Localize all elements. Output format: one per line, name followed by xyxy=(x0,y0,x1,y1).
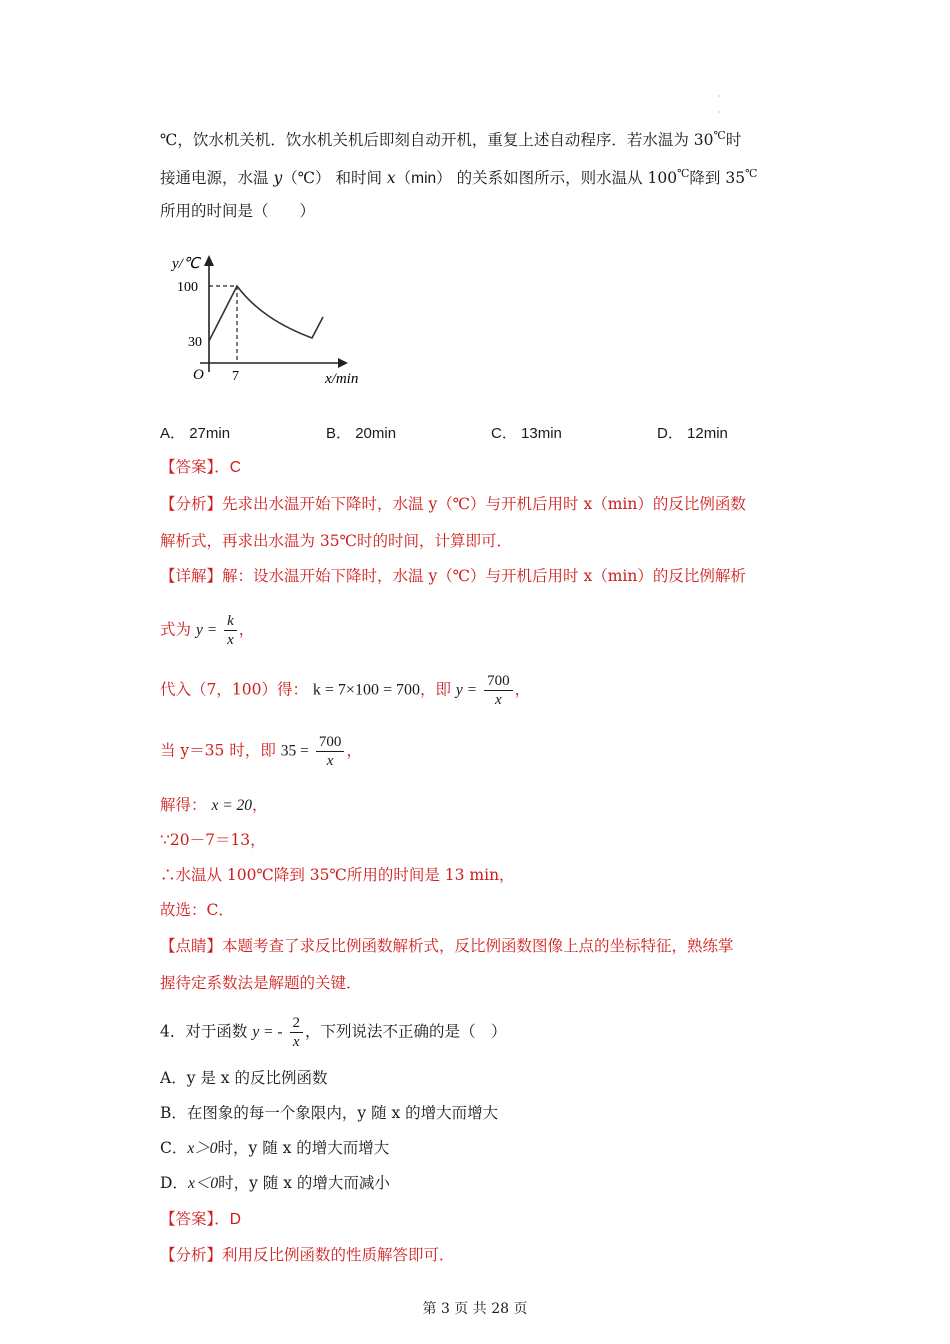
fraction-700-over-x: $\frac{700}{x}$ xyxy=(316,733,345,770)
x-axis-label: x/min xyxy=(325,371,359,387)
problem4-option-b: B．在图象的每一个象限内，y 随 x 的增大而增大 xyxy=(160,1104,499,1122)
problem3-detail-5: 解得： x = 20， xyxy=(160,796,268,814)
tick-label-100: 100 xyxy=(177,280,198,295)
problem3-detail-8: 故选：C． xyxy=(160,901,234,919)
y-axis-label: y/℃ xyxy=(172,256,200,272)
fraction-k-over-x: $\frac{k}{x}$ xyxy=(224,612,237,649)
option-b: B． 20min xyxy=(326,425,397,442)
fraction-700-over-x: $\frac{700}{x}$ xyxy=(484,672,513,709)
corner-mark: · xyxy=(718,92,721,101)
temperature-time-graph xyxy=(160,248,370,390)
problem3-detail-2: 式为 y = $\frac{k}{x}$ ， xyxy=(160,613,255,648)
problem3-comment-2: 握待定系数法是解题的关键． xyxy=(160,974,362,992)
problem3-analysis-1: 【分析】先求出水温开始下降时，水温 y（℃）与开机后用时 x（min）的反比例函数 xyxy=(160,495,746,513)
option-c: C． 13min xyxy=(491,425,562,442)
tick-label-30: 30 xyxy=(188,335,202,350)
tick-label-7: 7 xyxy=(232,369,239,384)
problem3-detail-3: 代入（7，100）得： k = 7×100 = 700，即 y = $\frac{700}{x}$ ， xyxy=(160,673,531,708)
problem3-answer: 【答案】．C xyxy=(160,458,241,476)
origin-label: O xyxy=(193,367,204,383)
problem4-option-d: D．x＜0时，y 随 x 的增大而减小 xyxy=(160,1174,390,1192)
problem3-detail-1: 【详解】解：设水温开始下降时，水温 y（℃）与开机后用时 x（min）的反比例解析 xyxy=(160,567,746,585)
problem4-answer: 【答案】．D xyxy=(160,1210,241,1228)
y-axis-arrow xyxy=(204,255,214,266)
problem3-detail-7: ∴水温从 100℃降到 35℃所用的时间是 13 min， xyxy=(160,866,515,884)
corner-mark: · xyxy=(718,108,721,117)
problem4-option-a: A．y 是 x 的反比例函数 xyxy=(160,1069,328,1087)
problem4-analysis: 【分析】利用反比例函数的性质解答即可． xyxy=(160,1246,455,1264)
problem4-option-c: C．x＞0时，y 随 x 的增大而增大 xyxy=(160,1139,390,1157)
problem3-line1: ℃，饮水机关机．饮水机关机后即刻自动开机，重复上述自动程序．若水温为 30℃时 xyxy=(160,129,742,149)
problem3-line3: 所用的时间是（ ） xyxy=(160,202,316,220)
temperature-curve xyxy=(209,286,323,341)
x-axis-arrow xyxy=(338,358,348,368)
problem3-detail-6: ∵20－7＝13， xyxy=(160,831,266,849)
problem3-line2: 接通电源，水温 y（℃） 和时间 x（min） 的关系如图所示，则水温从 100℃降到 35℃ xyxy=(160,167,758,187)
fraction-2-over-x: $\frac{2}{x}$ xyxy=(290,1014,304,1051)
problem3-comment-1: 【点睛】本题考查了求反比例函数解析式，反比例函数图像上点的坐标特征，熟练掌 xyxy=(160,937,734,955)
problem3-analysis-2: 解析式，再求出水温为 35℃时的时间，计算即可． xyxy=(160,532,512,550)
option-d: D． 12min xyxy=(657,425,728,442)
page-footer: 第 3 页 共 28 页 xyxy=(422,1301,528,1317)
option-a: A． 27min xyxy=(160,425,231,442)
problem3-detail-4: 当 y＝35 时，即 35 = $\frac{700}{x}$ ， xyxy=(160,734,362,769)
problem4-stem: 4．对于函数 y = - $\frac{2}{x}$ ，下列说法不正确的是（ ） xyxy=(160,1015,507,1050)
